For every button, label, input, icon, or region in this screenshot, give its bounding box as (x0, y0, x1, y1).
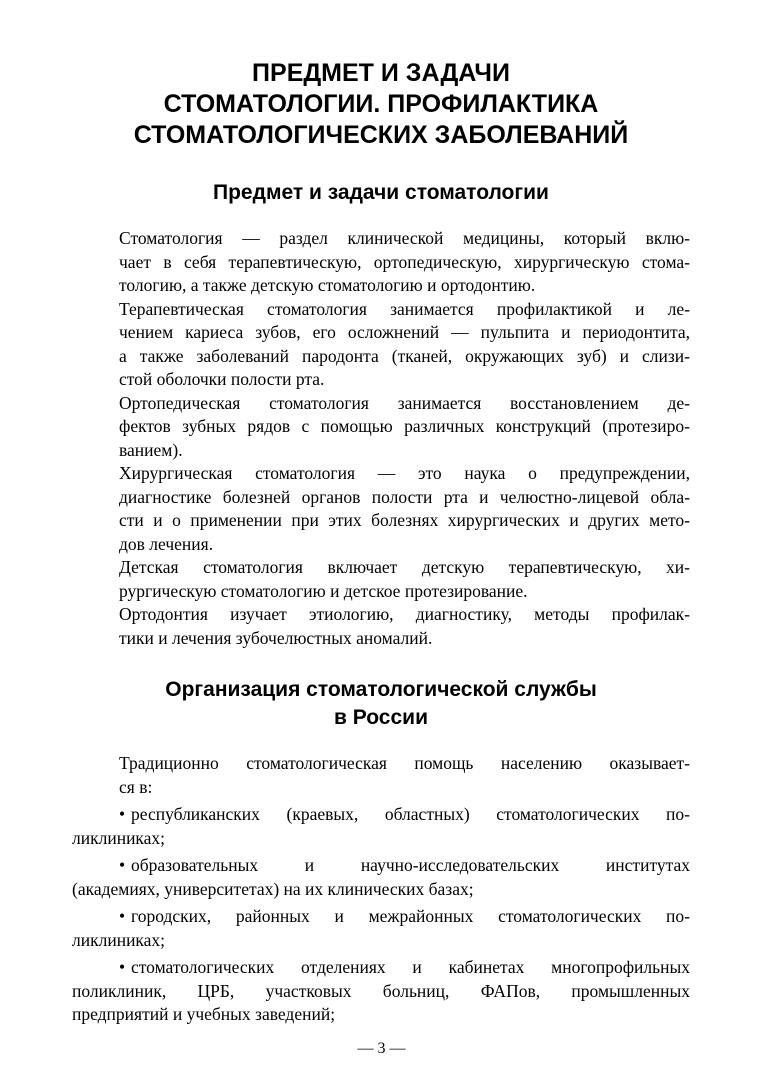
list-item-line (72, 803, 690, 827)
list-item-line: ликлиниках; (72, 827, 166, 848)
paragraph (72, 298, 690, 392)
paragraph (72, 227, 690, 298)
section-title-organization (72, 676, 690, 732)
list-item-line (72, 905, 690, 929)
text-line: Терапевтическая стоматология занимается профилактикой и ле- (119, 298, 690, 319)
text-line: фектов зубных рядов с помощью различных конструкций (протезиро- (119, 416, 690, 436)
text-line: Детская стоматология включает детскую терапевтическую, хи- (119, 557, 690, 577)
main-title (72, 58, 690, 151)
list-item-line: ликлиниках; (72, 929, 166, 950)
list-item-text: стоматологических отделениях и кабинетах многопрофильных (131, 957, 690, 977)
text-line: Традиционно стоматологическая помощь населению оказывает- (119, 753, 690, 773)
text-line: Ортодонтия изучает этиологию, диагностику, методы профилак- (119, 604, 690, 624)
section-title-line: в России (334, 706, 428, 729)
text-line: чением кариеса зубов, его осложнений — пульпита и периодонтита, (119, 322, 690, 342)
text-line: диагностике болезней органов полости рта и челюстно-лицевой обла- (119, 486, 690, 507)
section-body-subject (72, 227, 690, 650)
list-item-line (72, 854, 690, 878)
paragraph (72, 556, 690, 603)
bullet-icon: • (119, 855, 126, 875)
bullet-icon: • (119, 957, 126, 977)
list-item-text: образовательных и научно-исследовательских институтах (131, 855, 690, 875)
paragraph (72, 462, 690, 556)
intro-paragraph (72, 752, 690, 799)
list-item-line (72, 956, 690, 980)
list-item (72, 905, 690, 952)
text-line: тологию, а также детскую стоматологию и ортодонтию. (119, 275, 536, 295)
paragraph (72, 392, 690, 463)
text-line: а также заболеваний пародонта (тканей, окружающих зуб) и слизи- (119, 345, 690, 366)
paragraph (72, 603, 690, 650)
text-line: Хирургическая стоматология — это наука о предупреждении, (119, 463, 690, 483)
text-line: ванием). (119, 439, 183, 460)
main-title-line: СТОМАТОЛОГИИ. ПРОФИЛАКТИКА (163, 90, 599, 118)
list-item (72, 803, 690, 850)
document-page (72, 0, 690, 1027)
list-item (72, 956, 690, 1027)
section-body-organization (72, 752, 690, 1027)
text-line: Ортопедическая стоматология занимается восстановлением де- (119, 392, 690, 413)
text-line: Стоматология — раздел клинической медицины, который вклю- (119, 228, 690, 248)
section-title-line: Организация стоматологической службы (165, 678, 597, 701)
list-item-text: городских, районных и межрайонных стоматологических по- (131, 906, 690, 926)
main-title-line: ПРЕДМЕТ И ЗАДАЧИ (252, 59, 510, 87)
list-item (72, 854, 690, 901)
text-line: стой оболочки полости рта. (119, 369, 325, 389)
list-item-line: (академиях, университетах) на их клинических базах; (72, 878, 474, 899)
main-title-line: СТОМАТОЛОГИЧЕСКИХ ЗАБОЛЕВАНИЙ (133, 121, 629, 149)
list-item-line: предприятий и учебных заведений; (72, 1004, 336, 1024)
text-line: тики и лечения зубочелюстных аномалий. (119, 627, 433, 648)
text-line: чает в себя терапевтическую, ортопедическую, хирургическую стома- (119, 251, 690, 272)
text-line: рургическую стоматологию и детское протезирование. (119, 580, 528, 601)
section-title-subject (72, 179, 690, 207)
section-title-text: Предмет и задачи стоматологии (213, 181, 549, 204)
list-item-line: поликлиник, ЦРБ, участковых больниц, ФАПов, промышленных (72, 980, 690, 1001)
list-item-text: республиканских (краевых, областных) стоматологических по- (131, 804, 690, 824)
bullet-icon: • (119, 906, 126, 926)
page-number: — 3 — (357, 1040, 406, 1057)
bullet-icon: • (119, 804, 126, 824)
text-line: дов лечения. (119, 533, 214, 554)
text-line: ся в: (119, 776, 153, 797)
text-line: сти и о применении при этих болезнях хирургических и других мето- (119, 510, 690, 530)
